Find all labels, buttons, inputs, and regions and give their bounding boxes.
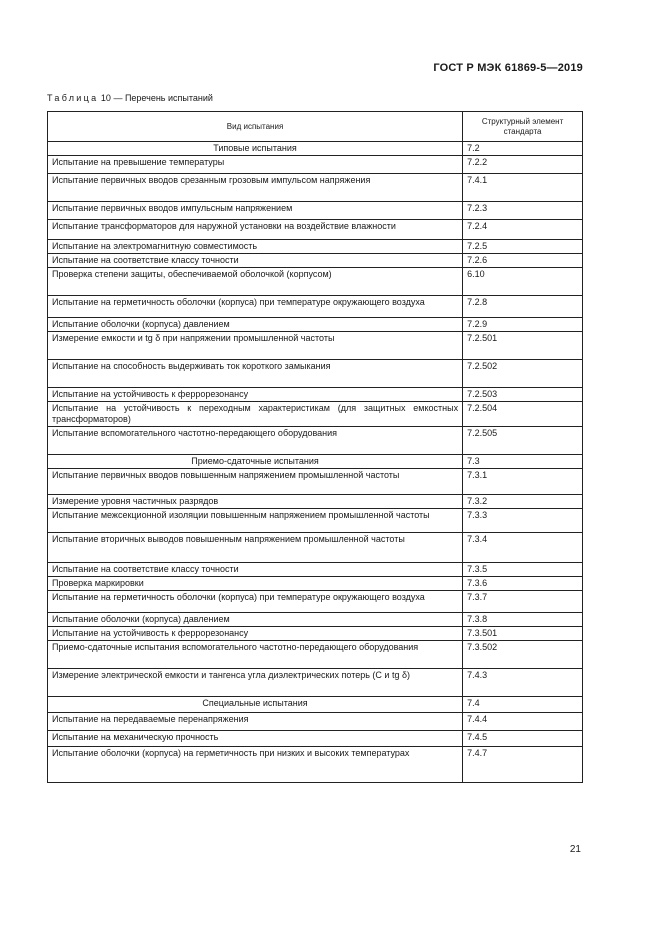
test-name: Испытание трансформаторов для наружной установки на воздействие влажности [48, 220, 463, 240]
test-name: Испытание на способность выдерживать ток короткого замыкания [48, 360, 463, 388]
structural-element-ref: 7.3 [463, 455, 583, 469]
test-name: Испытание на герметичность оболочки (корпуса) при температуре окружающего воздуха [48, 296, 463, 318]
test-name: Испытание на соответствие классу точности [48, 254, 463, 268]
test-name: Проверка маркировки [48, 577, 463, 591]
table-row [48, 332, 583, 360]
structural-element-ref: 7.3.502 [463, 641, 583, 669]
test-name: Испытание оболочки (корпуса) на герметичность при низких и высоких температурах [48, 747, 463, 783]
table-row [48, 240, 583, 254]
caption-label: Таблица [47, 93, 99, 103]
table-row [48, 202, 583, 220]
section-title: Типовые испытания [48, 142, 463, 156]
structural-element-ref: 7.2.501 [463, 332, 583, 360]
test-name: Испытание на устойчивость к феррорезонансу [48, 627, 463, 641]
structural-element-ref: 7.3.501 [463, 627, 583, 641]
test-name: Испытание первичных вводов срезанным грозовым импульсом напряжения [48, 174, 463, 202]
test-name: Проверка степени защиты, обеспечиваемой оболочкой (корпусом) [48, 268, 463, 296]
test-name: Испытание на механическую прочность [48, 731, 463, 747]
table-row [48, 220, 583, 240]
structural-element-ref: 7.2.4 [463, 220, 583, 240]
test-name: Измерение электрической емкости и тангенса угла диэлектрических потерь (С и tg δ) [48, 669, 463, 697]
section-row [48, 455, 583, 469]
table-row [48, 318, 583, 332]
structural-element-ref: 7.2.503 [463, 388, 583, 402]
page-number: 21 [569, 844, 581, 855]
test-name: Испытание вторичных выводов повышенным напряжением промышленной частоты [48, 533, 463, 563]
test-name: Испытание на соответствие классу точности [48, 563, 463, 577]
table-row [48, 296, 583, 318]
structural-element-ref: 7.2.2 [463, 156, 583, 174]
structural-element-ref: 7.2.9 [463, 318, 583, 332]
table-row [48, 669, 583, 697]
table-row [48, 747, 583, 783]
table-row [48, 591, 583, 613]
table-row [48, 627, 583, 641]
caption-title: — Перечень испытаний [113, 93, 213, 103]
caption-number: 10 [100, 93, 111, 103]
table-row [48, 402, 583, 427]
table-row [48, 360, 583, 388]
table-row [48, 254, 583, 268]
table-header-row [48, 112, 583, 142]
test-name: Испытание оболочки (корпуса) давлением [48, 613, 463, 627]
test-name: Испытание на устойчивость к феррорезонансу [48, 388, 463, 402]
structural-element-ref: 7.4.4 [463, 713, 583, 731]
table-row [48, 174, 583, 202]
section-row [48, 697, 583, 713]
test-name: Испытание вспомогательного частотно-передающего оборудования [48, 427, 463, 455]
table-row [48, 469, 583, 495]
structural-element-ref: 7.3.2 [463, 495, 583, 509]
structural-element-ref: 7.4 [463, 697, 583, 713]
table-row [48, 509, 583, 533]
structural-element-ref: 7.3.4 [463, 533, 583, 563]
structural-element-ref: 6.10 [463, 268, 583, 296]
structural-element-ref: 7.3.6 [463, 577, 583, 591]
test-name: Испытание на превышение температуры [48, 156, 463, 174]
structural-element-ref: 7.2.8 [463, 296, 583, 318]
structural-element-ref: 7.3.7 [463, 591, 583, 613]
table-row [48, 641, 583, 669]
section-row [48, 142, 583, 156]
structural-element-ref: 7.2.3 [463, 202, 583, 220]
structural-element-ref: 7.4.7 [463, 747, 583, 783]
test-name: Приемо-сдаточные испытания вспомогательного частотно-передающего оборудования [48, 641, 463, 669]
test-name: Испытание на электромагнитную совместимость [48, 240, 463, 254]
document-code: ГОСТ Р МЭК 61869-5—2019 [433, 62, 583, 74]
structural-element-ref: 7.3.1 [463, 469, 583, 495]
test-name: Испытание на герметичность оболочки (корпуса) при температуре окружающего воздуха [48, 591, 463, 613]
column-header-structural-element: Структурный элемент стандарта [463, 112, 583, 142]
structural-element-ref: 7.2.504 [463, 402, 583, 427]
test-name: Испытание на передаваемые перенапряжения [48, 713, 463, 731]
section-title: Приемо-сдаточные испытания [48, 455, 463, 469]
column-header-test-type: Вид испытания [48, 112, 463, 142]
table-row [48, 388, 583, 402]
structural-element-ref: 7.2.5 [463, 240, 583, 254]
section-title: Специальные испытания [48, 697, 463, 713]
table-row [48, 427, 583, 455]
table-row [48, 731, 583, 747]
test-name: Измерение уровня частичных разрядов [48, 495, 463, 509]
table-row [48, 533, 583, 563]
structural-element-ref: 7.3.8 [463, 613, 583, 627]
test-name: Измерение емкости и tg δ при напряжении промышленной частоты [48, 332, 463, 360]
structural-element-ref: 7.2.6 [463, 254, 583, 268]
table-row [48, 713, 583, 731]
table-caption [47, 93, 213, 103]
structural-element-ref: 7.3.3 [463, 509, 583, 533]
test-name: Испытание на устойчивость к переходным характеристикам (для защитных емкостных трансформаторов) [48, 402, 463, 427]
test-name: Испытание оболочки (корпуса) давлением [48, 318, 463, 332]
table-row [48, 156, 583, 174]
table-row [48, 495, 583, 509]
structural-element-ref: 7.2.502 [463, 360, 583, 388]
structural-element-ref: 7.4.5 [463, 731, 583, 747]
table-row [48, 613, 583, 627]
structural-element-ref: 7.4.3 [463, 669, 583, 697]
table-row [48, 577, 583, 591]
tests-table [47, 111, 583, 783]
structural-element-ref: 7.2.505 [463, 427, 583, 455]
structural-element-ref: 7.4.1 [463, 174, 583, 202]
table-row [48, 268, 583, 296]
test-name: Испытание первичных вводов повышенным напряжением промышленной частоты [48, 469, 463, 495]
structural-element-ref: 7.3.5 [463, 563, 583, 577]
table-row [48, 563, 583, 577]
test-name: Испытание межсекционной изоляции повышенным напряжением промышленной частоты [48, 509, 463, 533]
structural-element-ref: 7.2 [463, 142, 583, 156]
test-name: Испытание первичных вводов импульсным напряжением [48, 202, 463, 220]
